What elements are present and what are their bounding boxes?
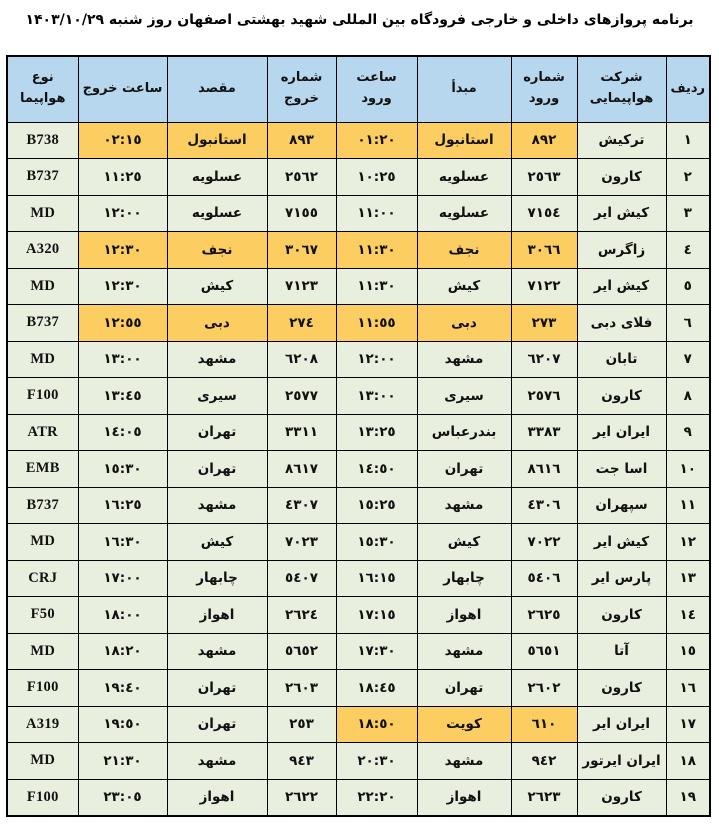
cell-arrival-time: ١٢:٠٠ — [336, 341, 417, 378]
cell-departure-time: ١٨:٠٠ — [78, 597, 167, 634]
cell-departure-time: ١٩:٤٠ — [78, 670, 167, 707]
cell-departure-number: ٧٠٢٣ — [267, 524, 336, 561]
cell-aircraft-type: B737 — [7, 159, 78, 196]
cell-destination: استانبول — [167, 122, 267, 159]
cell-airline: اسا جت — [577, 451, 666, 488]
cell-destination: کیش — [167, 524, 267, 561]
cell-departure-time: ١٨:٢٠ — [78, 633, 167, 670]
flight-row — [7, 560, 710, 597]
cell-origin: کیش — [417, 268, 511, 305]
cell-departure-number: ٢٦٢٤ — [267, 597, 336, 634]
column-header-destination: مقصد — [167, 56, 267, 122]
cell-airline: کیش ایر — [577, 268, 666, 305]
flight-row — [7, 779, 710, 816]
cell-departure-number: ٨٩٣ — [267, 122, 336, 159]
cell-arrival-number: ٦٢٠٧ — [511, 341, 577, 378]
cell-departure-number: ٣٣١١ — [267, 414, 336, 451]
cell-arrival-time: ٢٠:٣٠ — [336, 743, 417, 780]
cell-destination: مشهد — [167, 341, 267, 378]
cell-destination: تهران — [167, 706, 267, 743]
cell-origin: کویت — [417, 706, 511, 743]
cell-destination: اهواز — [167, 779, 267, 816]
cell-departure-time: ١٦:٢٥ — [78, 487, 167, 524]
cell-departure-time: ١٥:٣٠ — [78, 451, 167, 488]
flight-row — [7, 706, 710, 743]
cell-arrival-time: ١٥:٣٠ — [336, 524, 417, 561]
cell-destination: تهران — [167, 670, 267, 707]
cell-origin: مشهد — [417, 743, 511, 780]
cell-origin: مشهد — [417, 633, 511, 670]
cell-arrival-number: ٣٠٦٦ — [511, 232, 577, 269]
cell-row-index: ١٣ — [666, 560, 710, 597]
flight-row — [7, 341, 710, 378]
cell-origin: نجف — [417, 232, 511, 269]
cell-airline: ترکیش — [577, 122, 666, 159]
cell-origin: تهران — [417, 670, 511, 707]
cell-row-index: ١٥ — [666, 633, 710, 670]
cell-arrival-number: ٢٦٠٢ — [511, 670, 577, 707]
cell-aircraft-type: B738 — [7, 122, 78, 159]
cell-departure-time: ١٧:٠٠ — [78, 560, 167, 597]
cell-arrival-time: ١٨:٥٠ — [336, 706, 417, 743]
cell-airline: کارون — [577, 597, 666, 634]
flight-row — [7, 670, 710, 707]
column-header-arrival-number: شماره ورود — [511, 56, 577, 122]
flight-row — [7, 487, 710, 524]
cell-departure-time: ٢٣:٠٥ — [78, 779, 167, 816]
cell-airline: ایران ایرتور — [577, 743, 666, 780]
flight-row — [7, 159, 710, 196]
cell-aircraft-type: F100 — [7, 779, 78, 816]
cell-destination: تهران — [167, 414, 267, 451]
cell-row-index: ١٩ — [666, 779, 710, 816]
cell-arrival-time: ٠١:٢٠ — [336, 122, 417, 159]
cell-row-index: ١٦ — [666, 670, 710, 707]
cell-departure-time: ١٣:٤٥ — [78, 378, 167, 415]
cell-departure-number: ٢٦٠٣ — [267, 670, 336, 707]
cell-origin: کیش — [417, 524, 511, 561]
cell-arrival-time: ٢٢:٢٠ — [336, 779, 417, 816]
cell-origin: اهواز — [417, 597, 511, 634]
cell-departure-number: ٢٥٦٢ — [267, 159, 336, 196]
cell-arrival-time: ١١:٠٠ — [336, 195, 417, 232]
cell-departure-number: ٧١٥٥ — [267, 195, 336, 232]
cell-aircraft-type: MD — [7, 195, 78, 232]
cell-airline: سپهران — [577, 487, 666, 524]
cell-aircraft-type: B737 — [7, 487, 78, 524]
cell-origin: دبی — [417, 305, 511, 342]
cell-airline: کیش ایر — [577, 195, 666, 232]
cell-origin: بندرعباس — [417, 414, 511, 451]
cell-origin: مشهد — [417, 341, 511, 378]
cell-destination: مشهد — [167, 743, 267, 780]
cell-arrival-number: ٥٤٠٦ — [511, 560, 577, 597]
cell-departure-number: ٣٠٦٧ — [267, 232, 336, 269]
cell-arrival-time: ١٤:٥٠ — [336, 451, 417, 488]
cell-airline: تابان — [577, 341, 666, 378]
cell-destination: نجف — [167, 232, 267, 269]
column-header-arrival-time: ساعت ورود — [336, 56, 417, 122]
cell-departure-number: ٨٦١٧ — [267, 451, 336, 488]
cell-aircraft-type: MD — [7, 524, 78, 561]
cell-origin: چابهار — [417, 560, 511, 597]
cell-departure-time: ١٢:٣٠ — [78, 268, 167, 305]
cell-arrival-time: ١٧:٣٠ — [336, 633, 417, 670]
flight-row — [7, 451, 710, 488]
cell-departure-number: ٢٥٧٧ — [267, 378, 336, 415]
cell-aircraft-type: EMB — [7, 451, 78, 488]
cell-departure-number: ٢٦٢٢ — [267, 779, 336, 816]
cell-departure-number: ٥٤٠٧ — [267, 560, 336, 597]
cell-arrival-time: ١٥:٢٥ — [336, 487, 417, 524]
cell-row-index: ٢ — [666, 159, 710, 196]
flight-row — [7, 414, 710, 451]
cell-arrival-time: ١٣:٠٠ — [336, 378, 417, 415]
cell-airline: کارون — [577, 779, 666, 816]
cell-arrival-number: ٣٣٨٣ — [511, 414, 577, 451]
cell-arrival-number: ٢٥٧٦ — [511, 378, 577, 415]
flight-schedule-table — [6, 55, 711, 817]
cell-aircraft-type: ATR — [7, 414, 78, 451]
cell-airline: پارس ایر — [577, 560, 666, 597]
cell-departure-number: ٧١٢٣ — [267, 268, 336, 305]
cell-row-index: ٤ — [666, 232, 710, 269]
cell-arrival-number: ٧١٢٢ — [511, 268, 577, 305]
cell-departure-time: ١٩:٥٠ — [78, 706, 167, 743]
cell-departure-number: ٦٢٠٨ — [267, 341, 336, 378]
cell-airline: فلای دبی — [577, 305, 666, 342]
column-header-origin: مبدأ — [417, 56, 511, 122]
cell-departure-time: ٢١:٣٠ — [78, 743, 167, 780]
flight-row — [7, 122, 710, 159]
cell-departure-time: ١٣:٠٠ — [78, 341, 167, 378]
cell-departure-number: ٥٦٥٢ — [267, 633, 336, 670]
cell-departure-time: ١١:٢٥ — [78, 159, 167, 196]
cell-arrival-time: ١١:٣٠ — [336, 232, 417, 269]
cell-origin: تهران — [417, 451, 511, 488]
cell-departure-time: ١٢:٠٠ — [78, 195, 167, 232]
cell-aircraft-type: MD — [7, 268, 78, 305]
cell-airline: ایران ایر — [577, 706, 666, 743]
cell-row-index: ١١ — [666, 487, 710, 524]
cell-aircraft-type: F50 — [7, 597, 78, 634]
cell-arrival-number: ٢٧٣ — [511, 305, 577, 342]
column-header-airline: شرکت هواپیمایی — [577, 56, 666, 122]
cell-airline: کارون — [577, 670, 666, 707]
cell-row-index: ١٨ — [666, 743, 710, 780]
cell-arrival-time: ١٨:٤٥ — [336, 670, 417, 707]
cell-arrival-number: ٧١٥٤ — [511, 195, 577, 232]
cell-arrival-number: ٤٣٠٦ — [511, 487, 577, 524]
cell-arrival-time: ١١:٣٠ — [336, 268, 417, 305]
page-title: برنامه پروازهای داخلی و خارجی فرودگاه بین المللی شهید بهشتی اصفهان روز شنبه ۱۴۰۳/۱۰/۲۹ — [25, 12, 694, 28]
cell-departure-number: ٤٣٠٧ — [267, 487, 336, 524]
cell-airline: کارون — [577, 378, 666, 415]
flight-row — [7, 305, 710, 342]
cell-airline: زاگرس — [577, 232, 666, 269]
cell-aircraft-type: MD — [7, 633, 78, 670]
flight-row — [7, 633, 710, 670]
cell-airline: کیش ایر — [577, 524, 666, 561]
cell-aircraft-type: B737 — [7, 305, 78, 342]
cell-arrival-time: ١٣:٢٥ — [336, 414, 417, 451]
cell-departure-number: ٢٥٣ — [267, 706, 336, 743]
cell-aircraft-type: MD — [7, 341, 78, 378]
cell-aircraft-type: A320 — [7, 232, 78, 269]
cell-row-index: ٧ — [666, 341, 710, 378]
flight-row — [7, 268, 710, 305]
cell-destination: دبی — [167, 305, 267, 342]
column-header-departure-time: ساعت خروج — [78, 56, 167, 122]
cell-arrival-number: ٢٦٢٥ — [511, 597, 577, 634]
cell-destination: تهران — [167, 451, 267, 488]
cell-arrival-number: ٨٩٢ — [511, 122, 577, 159]
cell-arrival-time: ١٧:١٥ — [336, 597, 417, 634]
cell-departure-time: ١٢:٣٠ — [78, 232, 167, 269]
column-header-aircraft-type: نوع هواپیما — [7, 56, 78, 122]
cell-arrival-number: ٦١٠ — [511, 706, 577, 743]
cell-destination: مشهد — [167, 633, 267, 670]
cell-airline: آتا — [577, 633, 666, 670]
cell-arrival-number: ٨٦١٦ — [511, 451, 577, 488]
cell-origin: عسلویه — [417, 159, 511, 196]
cell-origin: عسلویه — [417, 195, 511, 232]
cell-row-index: ١٢ — [666, 524, 710, 561]
cell-destination: اهواز — [167, 597, 267, 634]
column-header-departure-number: شماره خروج — [267, 56, 336, 122]
flight-row — [7, 195, 710, 232]
cell-arrival-number: ٥٦٥١ — [511, 633, 577, 670]
cell-arrival-time: ١٠:٢٥ — [336, 159, 417, 196]
cell-aircraft-type: CRJ — [7, 560, 78, 597]
flight-row — [7, 743, 710, 780]
cell-aircraft-type: A319 — [7, 706, 78, 743]
flight-row — [7, 378, 710, 415]
cell-arrival-number: ٢٦٢٣ — [511, 779, 577, 816]
cell-departure-time: ١٢:٥٥ — [78, 305, 167, 342]
cell-departure-number: ٩٤٣ — [267, 743, 336, 780]
cell-row-index: ٥ — [666, 268, 710, 305]
cell-row-index: ١٧ — [666, 706, 710, 743]
cell-origin: استانبول — [417, 122, 511, 159]
cell-origin: اهواز — [417, 779, 511, 816]
cell-row-index: ٦ — [666, 305, 710, 342]
flight-row — [7, 524, 710, 561]
cell-row-index: ٩ — [666, 414, 710, 451]
cell-departure-number: ٢٧٤ — [267, 305, 336, 342]
cell-row-index: ١ — [666, 122, 710, 159]
table-header-row — [7, 56, 710, 122]
cell-destination: چابهار — [167, 560, 267, 597]
cell-destination: عسلویه — [167, 195, 267, 232]
flight-row — [7, 232, 710, 269]
cell-arrival-number: ٧٠٢٢ — [511, 524, 577, 561]
cell-arrival-time: ١٦:١٥ — [336, 560, 417, 597]
cell-origin: سیری — [417, 378, 511, 415]
cell-destination: سیری — [167, 378, 267, 415]
column-header-row-index: ردیف — [666, 56, 710, 122]
cell-aircraft-type: F100 — [7, 378, 78, 415]
cell-destination: کیش — [167, 268, 267, 305]
cell-departure-time: ٠٢:١٥ — [78, 122, 167, 159]
cell-aircraft-type: F100 — [7, 670, 78, 707]
cell-airline: ایران ایر — [577, 414, 666, 451]
cell-row-index: ٣ — [666, 195, 710, 232]
cell-row-index: ١٤ — [666, 597, 710, 634]
cell-arrival-number: ٩٤٢ — [511, 743, 577, 780]
cell-aircraft-type: MD — [7, 743, 78, 780]
cell-airline: کارون — [577, 159, 666, 196]
cell-departure-time: ١٤:٠٥ — [78, 414, 167, 451]
cell-departure-time: ١٦:٣٠ — [78, 524, 167, 561]
cell-arrival-time: ١١:٥٥ — [336, 305, 417, 342]
cell-destination: مشهد — [167, 487, 267, 524]
cell-arrival-number: ٢٥٦٣ — [511, 159, 577, 196]
flight-row — [7, 597, 710, 634]
cell-row-index: ٨ — [666, 378, 710, 415]
cell-origin: مشهد — [417, 487, 511, 524]
cell-destination: عسلویه — [167, 159, 267, 196]
cell-row-index: ١٠ — [666, 451, 710, 488]
